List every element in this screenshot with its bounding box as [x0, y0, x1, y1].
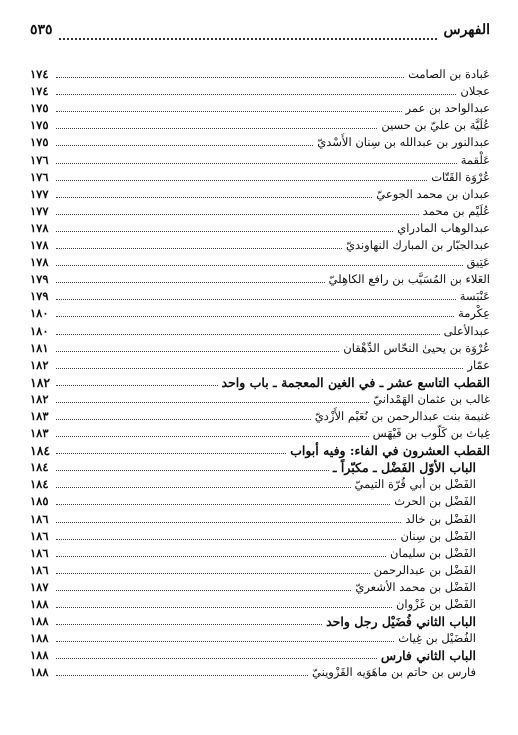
- dot-leader: [56, 436, 369, 437]
- entry-page-number: ١٨٦: [30, 511, 49, 526]
- entry-page-number: ١٨٧: [30, 579, 49, 594]
- dot-leader: [56, 145, 313, 146]
- index-entry-row: [30, 476, 490, 493]
- dot-leader: [56, 265, 463, 266]
- dot-leader: [56, 607, 392, 608]
- entry-text: الباب الثاني فُضَيْل رجل واحد: [326, 614, 476, 630]
- entry-text: عِكْرمة: [458, 306, 490, 321]
- entry-text: الفَضْل بن سليمان: [390, 545, 476, 560]
- entry-text: عجلان: [460, 84, 490, 99]
- index-entry-row: [30, 425, 490, 442]
- index-entry-row: [30, 562, 490, 579]
- entry-page-number: ١٨٤: [30, 443, 51, 459]
- entry-text: الفَضْل بن خالد: [405, 511, 476, 526]
- entry-page-number: ١٨٢: [30, 357, 49, 372]
- entry-page-number: ١٧٨: [30, 255, 49, 270]
- index-entry-row: [30, 510, 490, 527]
- index-entry-row: [30, 254, 490, 271]
- header-title: الفهرس: [443, 22, 490, 38]
- entry-page-number: ١٨٣: [30, 408, 49, 423]
- dot-leader: [56, 180, 427, 181]
- entry-text: الفَضْل بن الحرث: [394, 494, 476, 509]
- dot-leader: [56, 470, 329, 471]
- entry-page-number: ١٧٤: [30, 67, 49, 82]
- entry-text: القطب التاسع عشر ـ في الغين المعجمة ـ باب واحد: [221, 374, 490, 390]
- dot-leader: [56, 487, 351, 488]
- entry-text: عبدان بن محمد الجوعيّ: [376, 186, 490, 201]
- entry-text: عُرْوَة بن يحيىٰ النحّاس الدِّهْقان: [343, 340, 490, 355]
- entry-text: غِياث بن كَلّوب بن فَيْهَس: [372, 426, 490, 441]
- dot-leader: [56, 624, 322, 625]
- index-entry-row: [30, 357, 490, 374]
- index-entry-row: [30, 340, 490, 357]
- entry-page-number: ١٨٤: [30, 460, 49, 475]
- entry-page-number: ١٨٥: [30, 494, 49, 509]
- index-entry-row: [30, 408, 490, 425]
- index-entry-row: [30, 203, 490, 220]
- index-entry-row: [30, 305, 490, 322]
- dot-leader: [56, 231, 393, 232]
- header-dot-leader: [59, 38, 438, 40]
- entry-page-number: ١٨٨: [30, 648, 49, 663]
- entry-page-number: ١٧٧: [30, 186, 49, 201]
- index-entry-row: [30, 117, 490, 134]
- dot-leader: [56, 128, 377, 129]
- index-entry-row: [30, 391, 490, 408]
- dot-leader: [56, 163, 457, 164]
- index-entry-row: [30, 220, 490, 237]
- dot-leader: [56, 453, 286, 454]
- index-entry-row: [30, 630, 490, 647]
- dot-leader: [56, 351, 339, 352]
- entry-page-number: ١٨٠: [30, 306, 49, 321]
- entry-page-number: ١٧٨: [30, 238, 49, 253]
- dot-leader: [56, 675, 308, 676]
- entry-text: عبدالواحد بن عمر: [405, 101, 490, 116]
- entry-page-number: ١٧٥: [30, 118, 49, 133]
- dot-leader: [56, 111, 402, 112]
- dot-leader: [56, 334, 440, 335]
- dot-leader: [56, 197, 372, 198]
- entry-text: عَبادة بن الصامت: [408, 67, 490, 82]
- entry-text: العَلاء بن المُسَيَّب بن رافع الكاهِليّ: [328, 272, 490, 287]
- index-entry-row: [30, 288, 490, 305]
- entry-text: الفَضْل بن أبي قُرّة التيميّ: [354, 477, 476, 492]
- entry-text: عبدالأعلى: [443, 323, 490, 338]
- entry-text: فارس بن حاتم بن ماهَوَيه القَزْوينيّ: [312, 665, 476, 680]
- running-header: [30, 22, 490, 44]
- index-entry-row: [30, 100, 490, 117]
- entry-page-number: ١٨٨: [30, 631, 49, 646]
- dot-leader: [56, 573, 370, 574]
- dot-leader: [56, 77, 404, 78]
- index-entry-row: [30, 322, 490, 339]
- entry-page-number: ١٨٦: [30, 562, 49, 577]
- entry-text: عبدالجبّار بن المبارك النهاونديّ: [345, 238, 490, 253]
- entry-page-number: ١٨٨: [30, 665, 49, 680]
- index-entry-row: [30, 151, 490, 168]
- index-entry-row: [30, 579, 490, 596]
- dot-leader: [56, 316, 454, 317]
- index-entry-row: [30, 545, 490, 562]
- index-list: [30, 66, 490, 681]
- entry-page-number: ١٨٨: [30, 614, 49, 629]
- entry-text: عَنْبَسة: [459, 289, 490, 304]
- entry-page-number: ١٧٦: [30, 152, 49, 167]
- entry-text: عُلَيَّة بن عليّ بن حسين: [381, 118, 490, 133]
- entry-page-number: ١٧٨: [30, 220, 49, 235]
- entry-text: الباب الأوّل الفَضْل ـ مكبّراً ـ: [332, 460, 476, 476]
- entry-text: عُلَيْم بن محمد: [422, 203, 490, 218]
- entry-page-number: ١٧٩: [30, 272, 49, 287]
- entry-page-number: ١٧٥: [30, 101, 49, 116]
- entry-text: عَلْقمة: [460, 152, 490, 167]
- entry-text: غنيمة بنت عبدالرحمن بن نُعَيْم الأَزْديّ: [314, 408, 490, 423]
- dot-leader: [56, 641, 394, 642]
- dot-leader: [56, 385, 218, 386]
- index-entry-row: [30, 237, 490, 254]
- header-page-number: ٥٣٥: [30, 22, 53, 38]
- index-entry-row: [30, 664, 490, 681]
- dot-leader: [56, 556, 386, 557]
- index-entry-row: [30, 271, 490, 288]
- dot-leader: [56, 368, 463, 369]
- index-entry-row: [30, 169, 490, 186]
- entry-page-number: ١٧٧: [30, 203, 49, 218]
- entry-text: الفَضْل بن سِنان: [400, 528, 476, 543]
- index-section-row: [30, 647, 490, 664]
- dot-leader: [56, 658, 377, 659]
- dot-leader: [56, 539, 396, 540]
- entry-page-number: ١٧٩: [30, 289, 49, 304]
- entry-text: عُرْوَة القَتّات: [431, 169, 490, 184]
- entry-text: عبدالنور بن عبدالله بن سِنان الأَسْديّ: [317, 135, 490, 150]
- entry-page-number: ١٨٦: [30, 528, 49, 543]
- entry-text: الفَضْل بن عبدالرحمن: [373, 562, 476, 577]
- entry-page-number: ١٧٦: [30, 169, 49, 184]
- dot-leader: [56, 522, 401, 523]
- dot-leader: [56, 590, 351, 591]
- dot-leader: [56, 419, 311, 420]
- dot-leader: [56, 402, 369, 403]
- entry-page-number: ١٨٢: [30, 374, 51, 390]
- entry-page-number: ١٨١: [30, 340, 49, 355]
- entry-page-number: ١٧٤: [30, 84, 49, 99]
- index-entry-row: [30, 134, 490, 151]
- entry-page-number: ١٧٥: [30, 135, 49, 150]
- entry-text: القطب العشرون في الفاء: وفيه أبواب: [290, 443, 490, 459]
- entry-text: الفَضْل بن محمد الأشعريّ: [355, 579, 476, 594]
- index-entry-row: [30, 83, 490, 100]
- entry-page-number: ١٨٠: [30, 323, 49, 338]
- index-entry-row: [30, 186, 490, 203]
- entry-page-number: ١٨٦: [30, 545, 49, 560]
- index-entry-row: [30, 528, 490, 545]
- entry-page-number: ١٨٣: [30, 426, 49, 441]
- dot-leader: [56, 282, 325, 283]
- entry-text: الفَضْل بن غَزْوان: [395, 597, 476, 611]
- dot-leader: [56, 504, 390, 505]
- index-heading-row: [30, 442, 490, 459]
- index-section-row: [30, 613, 490, 630]
- entry-text: عَتِيق: [466, 255, 490, 270]
- entry-text: عمّار: [467, 357, 490, 372]
- index-entry-row: [30, 596, 490, 613]
- index-heading-row: [30, 374, 490, 391]
- entry-page-number: ١٨٢: [30, 391, 49, 406]
- index-entry-row: [30, 493, 490, 510]
- dot-leader: [56, 248, 342, 249]
- entry-text: عبدالوهاب المادراي: [397, 220, 490, 235]
- index-entry-row: [30, 66, 490, 83]
- entry-text: الفُضَيْل بن غِياث: [398, 631, 476, 646]
- entry-text: الباب الثاني فارس: [380, 648, 476, 664]
- entry-text: غالب بن عثمان الهَمْدانيّ: [373, 391, 490, 406]
- entry-page-number: ١٨٤: [30, 477, 49, 492]
- index-section-row: [30, 459, 490, 476]
- dot-leader: [56, 299, 456, 300]
- dot-leader: [56, 214, 419, 215]
- dot-leader: [56, 94, 456, 95]
- entry-page-number: ١٨٨: [30, 597, 49, 611]
